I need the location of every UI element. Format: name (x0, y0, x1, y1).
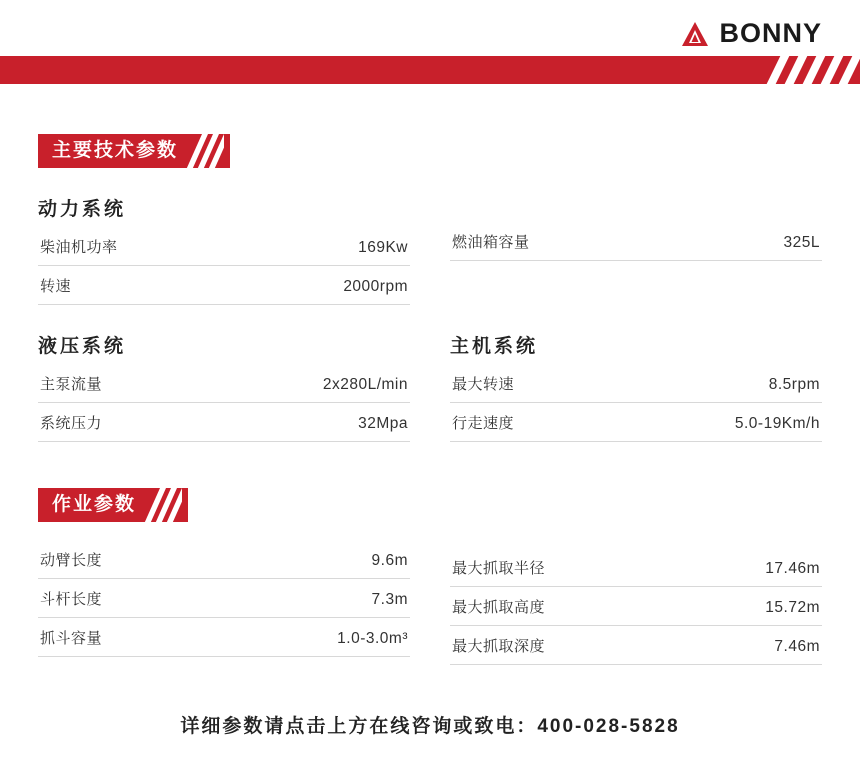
table-row (450, 222, 822, 261)
spec-block-hydraulic-main (38, 305, 822, 442)
spec-name: 抓斗容量 (40, 630, 103, 647)
spec-value: 325L (783, 234, 820, 251)
spec-content (0, 88, 860, 738)
table-row (38, 618, 410, 657)
spec-column-right (450, 305, 822, 442)
spec-value: 9.6m (371, 552, 408, 569)
table-row (38, 540, 410, 579)
sub-heading-spacer (450, 194, 822, 216)
spec-name: 最大抓取半径 (452, 560, 546, 577)
table-row (38, 403, 410, 442)
spec-block-work (38, 540, 822, 665)
spec-value: 2x280L/min (322, 376, 408, 393)
bonny-triangle-icon (680, 19, 710, 49)
spec-name: 系统压力 (40, 415, 103, 432)
section-title: 主要技术参数 (52, 140, 179, 161)
section-stripes-decoration (186, 134, 224, 168)
spec-value: 5.0-19Km/h (734, 415, 820, 432)
table-row (38, 579, 410, 618)
table-row (38, 364, 410, 403)
page-header (0, 0, 860, 88)
sub-heading-hydraulic-system: 液压系统 (38, 336, 127, 357)
brand-logo (680, 18, 822, 49)
table-row (450, 548, 822, 587)
spec-column-left (38, 540, 410, 665)
spec-value: 1.0-3.0m³ (337, 630, 408, 647)
spec-value: 2000rpm (343, 278, 408, 295)
spec-column-right (450, 168, 822, 305)
spec-value: 32Mpa (358, 415, 408, 432)
section-banner-work-specs (38, 488, 188, 522)
spec-name: 行走速度 (452, 415, 515, 432)
sub-heading-main-system: 主机系统 (450, 336, 539, 357)
section-stripes-decoration (144, 488, 182, 522)
section-title: 作业参数 (52, 494, 137, 515)
spec-column-left (38, 305, 410, 442)
header-red-bar (0, 56, 860, 84)
spec-value: 8.5rpm (768, 376, 820, 393)
spec-name: 最大转速 (452, 376, 515, 393)
spec-name: 燃油箱容量 (452, 234, 530, 251)
spec-column-right (450, 540, 822, 665)
table-row (450, 364, 822, 403)
spec-name: 主泵流量 (40, 376, 103, 393)
spec-name: 动臂长度 (40, 552, 103, 569)
spec-value: 17.46m (765, 560, 820, 577)
spec-name: 斗杆长度 (40, 591, 103, 608)
brand-name: BONNY (719, 18, 822, 48)
spec-block-power (38, 168, 822, 305)
header-stripes-decoration (740, 56, 860, 84)
spec-value: 7.46m (774, 638, 820, 655)
table-row (450, 626, 822, 665)
spec-column-left (38, 168, 410, 305)
section-banner-main-specs (38, 134, 230, 168)
spec-name: 最大抓取高度 (452, 599, 546, 616)
spec-value: 7.3m (371, 591, 408, 608)
table-row (450, 587, 822, 626)
spec-value: 169Kw (358, 239, 408, 256)
table-row (38, 227, 410, 266)
spec-value: 15.72m (765, 599, 820, 616)
spec-name: 最大抓取深度 (452, 638, 546, 655)
table-row (450, 403, 822, 442)
footer-contact-note: 详细参数请点击上方在线咨询或致电：400-028-5828 (180, 716, 680, 737)
table-row (38, 266, 410, 305)
sub-heading-power-system: 动力系统 (38, 199, 127, 220)
spec-name: 柴油机功率 (40, 239, 118, 256)
spec-name: 转速 (40, 278, 72, 295)
